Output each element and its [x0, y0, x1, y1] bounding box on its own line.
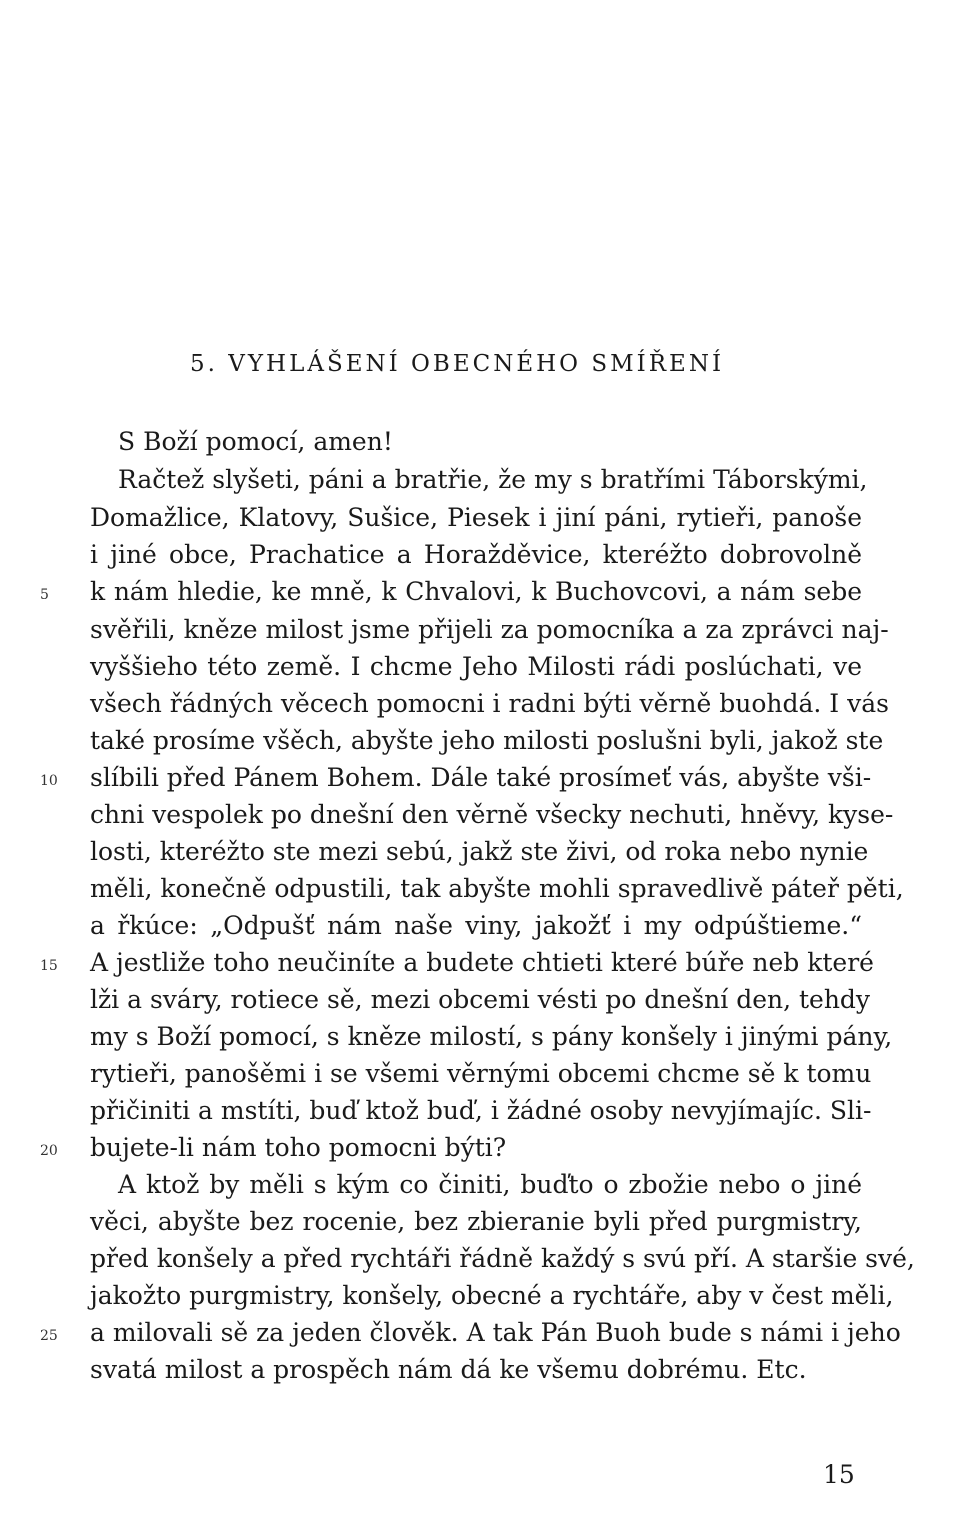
text-line: bujete-li nám toho pomocni býti?	[90, 1133, 507, 1162]
text-line: rytieři, panošěmi i se všemi věrnými obcemi chcme sě k tomu	[90, 1059, 872, 1088]
text-line: Račtež slyšeti, páni a bratřie, že my s bratřími Táborskými,	[118, 465, 868, 494]
text-line: a řkúce: „Odpušť nám naše viny, jakožť i my odpúštieme.“	[90, 911, 862, 940]
text-line: i jiné obce, Prachatice a Horažděvice, kteréžto dobrovolně	[90, 540, 862, 569]
text-line: chni vespolek po dnešní den věrně všecky nechuti, hněvy, kyse-	[90, 800, 894, 829]
text-line: Domažlice, Klatovy, Sušice, Piesek i jiní páni, rytieři, panoše	[90, 503, 862, 532]
line-number: 10	[40, 773, 58, 789]
text-line: přičiniti a mstíti, buď ktož buď, i žádné osoby nevyjímajíc. Sli-	[90, 1096, 872, 1125]
text-line: všech řádných věcech pomocni i radni býti věrně buohdá. I vás	[90, 689, 889, 718]
text-line: k nám hledie, ke mně, k Chvalovi, k Buchovcovi, a nám sebe	[90, 577, 862, 606]
text-line: svěřili, kněze milost jsme přijeli za pomocníka a za zprávci naj-	[90, 615, 889, 644]
line-number: 25	[40, 1328, 58, 1344]
text-line: měli, konečně odpustili, tak abyšte mohli spravedlivě páteř pěti,	[90, 874, 904, 903]
text-line: a milovali sě za jeden člověk. A tak Pán Buoh bude s námi i jeho	[90, 1318, 901, 1347]
line-number: 15	[40, 958, 58, 974]
text-line: S Boží pomocí, amen!	[118, 427, 393, 456]
text-line: A jestliže toho neučiníte a budete chtieti které búře neb které	[90, 948, 874, 977]
text-line: také prosíme všěch, abyšte jeho milosti poslušni byli, jakož ste	[90, 726, 884, 755]
text-line: my s Boží pomocí, s kněze milostí, s pány konšely i jinými pány,	[90, 1022, 893, 1051]
text-line: svatá milost a prospěch nám dá ke všemu dobrému. Etc.	[90, 1355, 807, 1384]
line-number: 20	[40, 1143, 58, 1159]
text-line: vyššieho této země. I chcme Jeho Milosti rádi poslúchati, ve	[90, 652, 862, 681]
line-number: 5	[40, 587, 49, 603]
text-line: před konšely a před rychtáři řádně každý s svú pří. A staršie své,	[90, 1244, 915, 1273]
section-heading: 5. VYHLÁŠENÍ OBECNÉHO SMÍŘENÍ	[190, 351, 725, 377]
text-line: jakožto purgmistry, konšely, obecné a rychtáře, aby v čest měli,	[90, 1281, 894, 1310]
text-line: A ktož by měli s kým co činiti, buďto o zbožie nebo o jiné	[118, 1170, 862, 1199]
text-line: losti, kteréžto ste mezi sebú, jakž ste živi, od roka nebo nynie	[90, 837, 869, 866]
page-number: 15	[823, 1460, 855, 1489]
text-line: věci, abyšte bez rocenie, bez zbieranie byli před purgmistry,	[90, 1207, 862, 1236]
text-line: lži a sváry, rotiece sě, mezi obcemi vésti po dnešní den, tehdy	[90, 985, 871, 1014]
text-line: slíbili před Pánem Bohem. Dále také prosímeť vás, abyšte vši-	[90, 763, 872, 792]
